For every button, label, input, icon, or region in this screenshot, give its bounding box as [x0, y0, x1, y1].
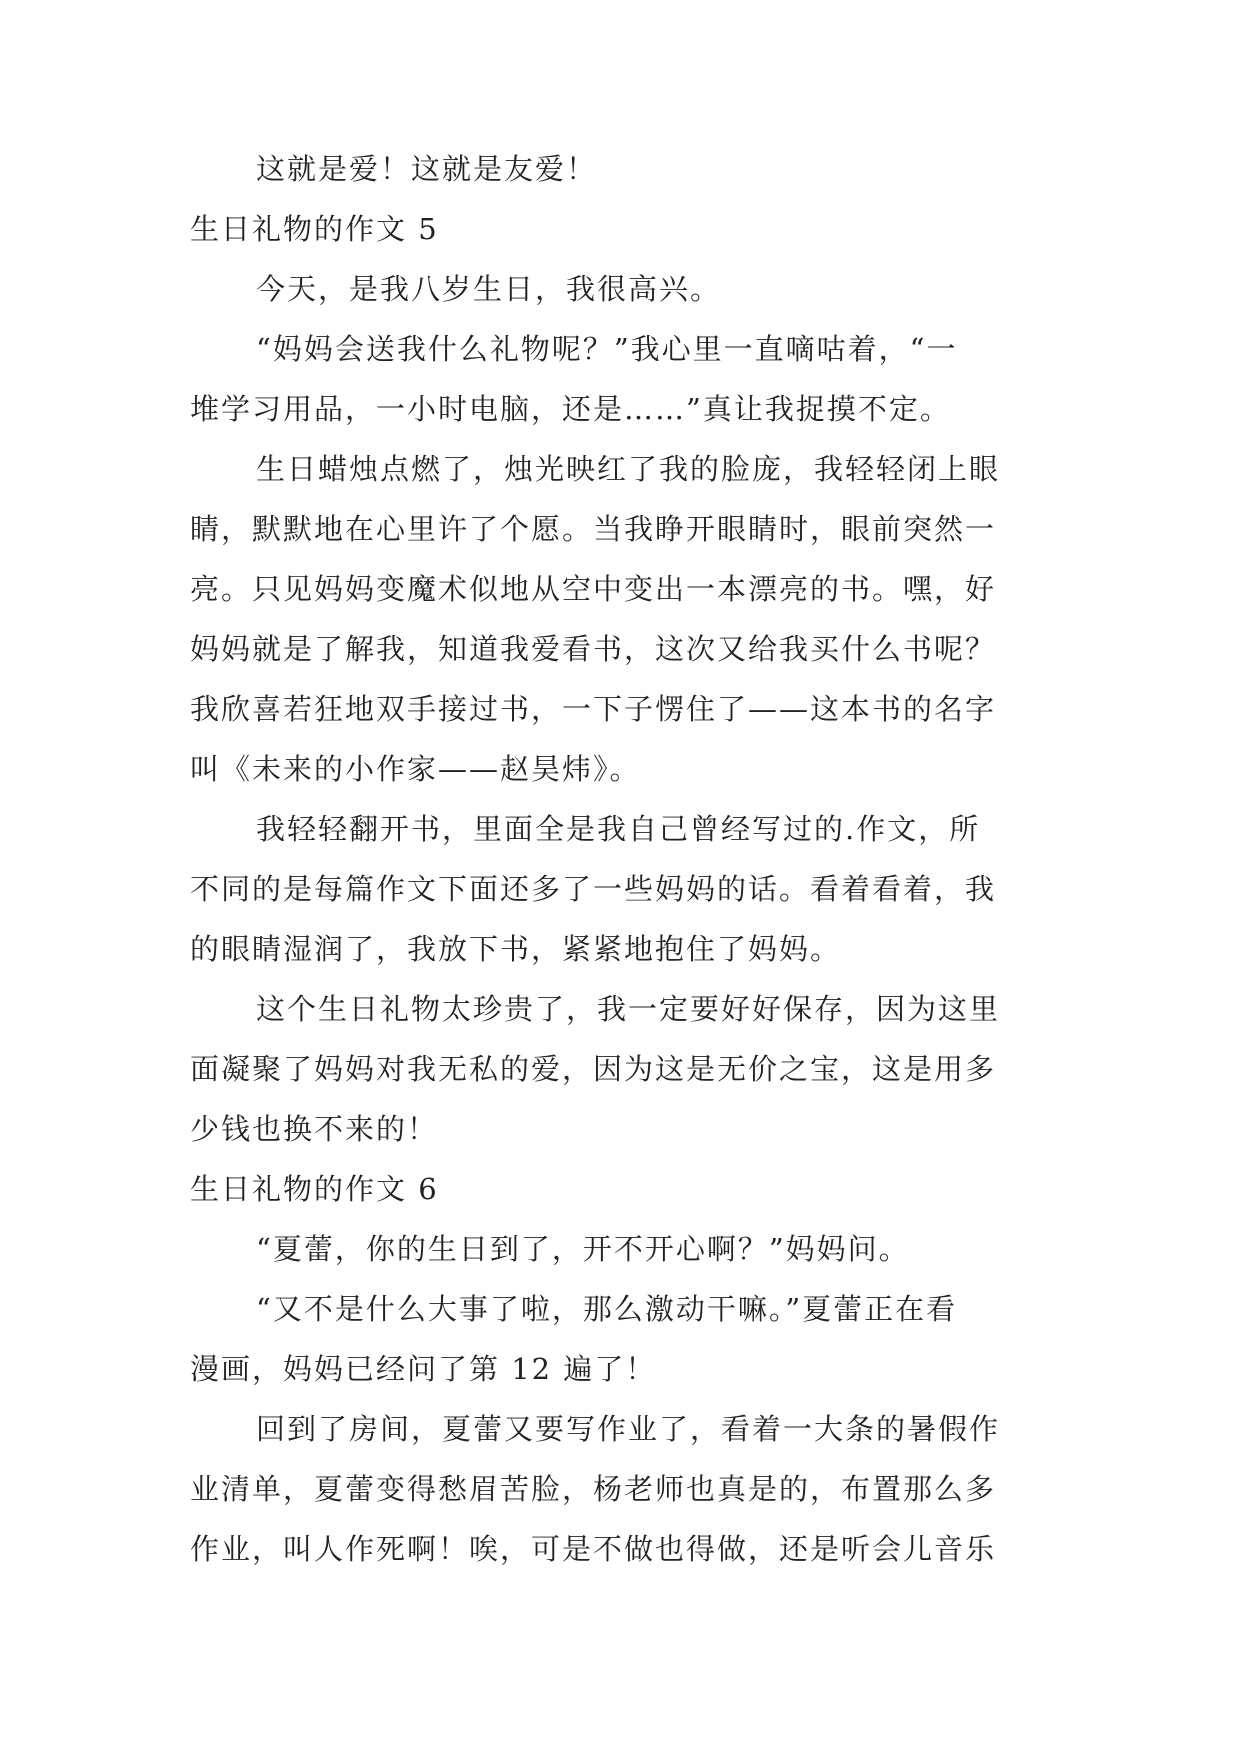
- section-heading: 生日礼物的作文 5: [190, 212, 439, 246]
- text-line: “又不是什么大事了啦，那么激动干嘛。”夏蕾正在看: [256, 1292, 958, 1326]
- text-line: 的眼睛湿润了，我放下书，紧紧地抱住了妈妈。: [190, 932, 842, 966]
- text-line: 不同的是每篇作文下面还多了一些妈妈的话。看着看着，我: [190, 872, 997, 906]
- text-line: 回到了房间，夏蕾又要写作业了，看着一大条的暑假作: [256, 1412, 1001, 1446]
- text-line: 少钱也换不来的！: [190, 1112, 439, 1146]
- text-line: 睛，默默地在心里许了个愿。当我睁开眼睛时，眼前突然一: [190, 512, 997, 546]
- text-line: 业清单，夏蕾变得愁眉苦脸，杨老师也真是的，布置那么多: [190, 1472, 997, 1506]
- text-line: 这就是爱！这就是友爱！: [256, 152, 598, 186]
- document-page: [190, 150, 1070, 1590]
- text-line: 生日蜡烛点燃了，烛光映红了我的脸庞，我轻轻闭上眼: [256, 452, 1001, 486]
- text-line: 面凝聚了妈妈对我无私的爱，因为这是无价之宝，这是用多: [190, 1052, 997, 1086]
- text-line: 这个生日礼物太珍贵了，我一定要好好保存，因为这里: [256, 992, 1001, 1026]
- text-line: 妈妈就是了解我，知道我爱看书，这次又给我买什么书呢？: [190, 632, 997, 666]
- section-heading: 生日礼物的作文 6: [190, 1172, 439, 1206]
- text-line: 叫《未来的小作家——赵昊炜》。: [190, 752, 641, 786]
- text-line: 亮。只见妈妈变魔术似地从空中变出一本漂亮的书。嘿，好: [190, 572, 997, 606]
- text-line: 漫画，妈妈已经问了第 12 遍了！: [190, 1352, 657, 1386]
- text-line: 堆学习用品，一小时电脑，还是……”真让我捉摸不定。: [190, 392, 951, 426]
- text-line: 我轻轻翻开书，里面全是我自己曾经写过的.作文，所: [256, 812, 981, 846]
- text-line: 今天，是我八岁生日，我很高兴。: [256, 272, 722, 306]
- text-line: “妈妈会送我什么礼物呢？”我心里一直嘀咕着，“一: [256, 332, 958, 366]
- text-line: “夏蕾，你的生日到了，开不开心啊？”妈妈问。: [256, 1232, 910, 1266]
- text-line: 我欣喜若狂地双手接过书，一下子愣住了——这本书的名字: [190, 692, 997, 726]
- text-line: 作业，叫人作死啊！唉，可是不做也得做，还是听会儿音乐: [190, 1532, 997, 1566]
